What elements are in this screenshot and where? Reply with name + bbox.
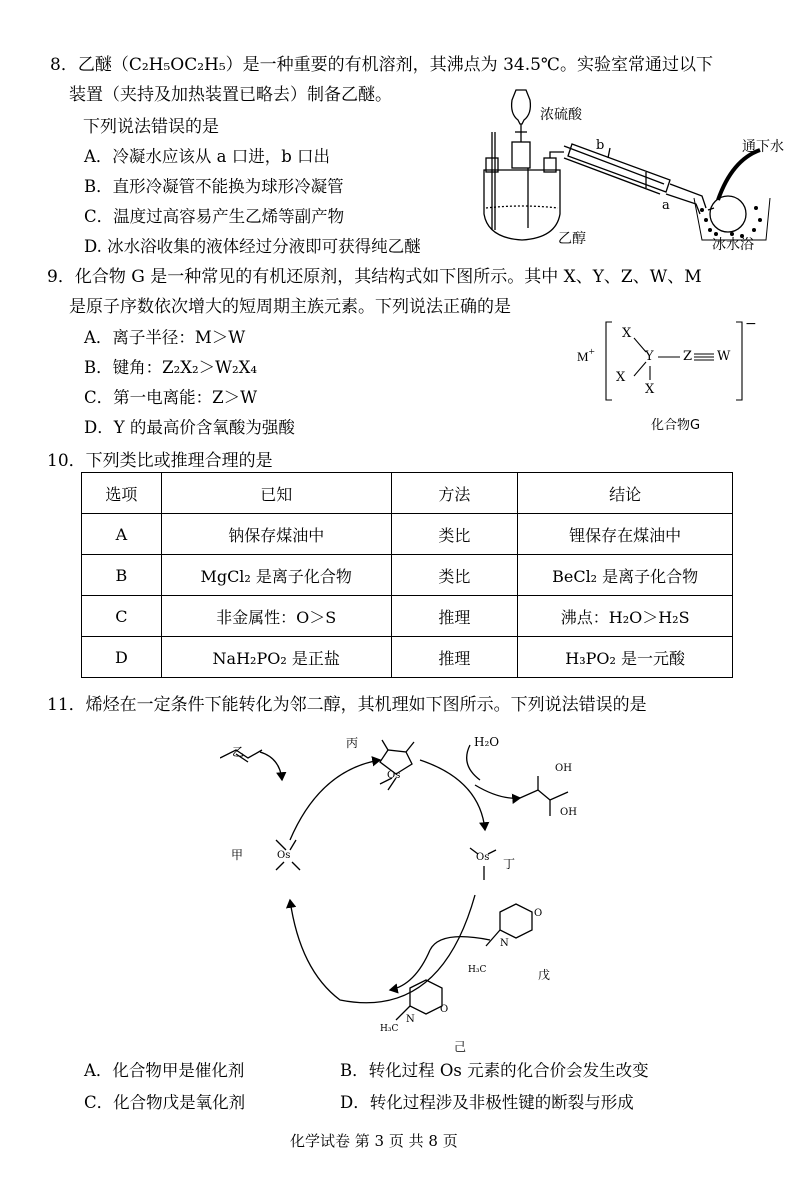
q11-option-c: C．化合物戊是氧化剂 <box>84 1093 246 1112</box>
table-cell: 类比 <box>391 555 518 596</box>
table-cell: B <box>82 555 162 596</box>
q9-option-c: C．第一电离能：Z＞W <box>84 388 258 407</box>
q8-option-d: D. 冰水浴收集的液体经过分液即可获得纯乙醚 <box>84 237 421 256</box>
table-header-cell: 方法 <box>391 473 518 514</box>
q8-stem-line3: 下列说法错误的是 <box>83 117 219 137</box>
q9-atom-w: W <box>717 349 731 364</box>
table-header-row <box>82 473 733 514</box>
q8-stem-line2: 装置（夹持及加热装置已略去）制备乙醚。 <box>69 85 392 105</box>
table-cell: 沸点：H₂O＞H₂S <box>518 596 733 637</box>
q11-label-ji: 己 <box>454 1040 467 1054</box>
q8-label-water-in: 通下水 <box>742 139 784 155</box>
q9-charge-minus: − <box>745 316 757 332</box>
q10-stem: 10．下列类比或推理合理的是 <box>47 451 273 471</box>
table-cell: H₃PO₂ 是一元酸 <box>518 637 733 678</box>
q9-structure-diagram <box>570 316 770 406</box>
table-cell: 钠保存煤油中 <box>161 514 391 555</box>
table-cell: D <box>82 637 162 678</box>
q11-label-h2o: H₂O <box>474 735 500 749</box>
q8-stem-line1: 8．乙醚（C₂H₅OC₂H₅）是一种重要的有机溶剂，其沸点为 34.5℃。实验室常通过以下 <box>50 55 713 75</box>
q9-atom-m: M+ <box>577 346 595 364</box>
table-cell: A <box>82 514 162 555</box>
table-cell: MgCl₂ 是离子化合物 <box>161 555 391 596</box>
table-row <box>82 514 733 555</box>
q11-option-b: B．转化过程 Os 元素的化合价会发生改变 <box>340 1061 649 1080</box>
q9-option-b: B．键角：Z₂X₂＞W₂X₄ <box>84 358 258 377</box>
q11-label-wu: 戊 <box>538 968 551 982</box>
q9-caption: 化合物G <box>651 418 701 433</box>
q11-oh-2: OH <box>560 807 577 818</box>
q8-label-acid: 浓硫酸 <box>540 107 582 123</box>
table-cell: 推理 <box>391 596 518 637</box>
q8-apparatus-diagram <box>470 80 780 260</box>
table-row <box>82 596 733 637</box>
q8-label-ethanol: 乙醇 <box>558 231 586 247</box>
q11-option-a: A．化合物甲是催化剂 <box>84 1061 245 1080</box>
table-cell: 推理 <box>391 637 518 678</box>
q11-label-bing: 丙 <box>346 736 359 750</box>
table-cell: BeCl₂ 是离子化合物 <box>518 555 733 596</box>
q9-atom-x3: X <box>645 382 655 397</box>
q11-os-jia: Os <box>277 850 291 861</box>
q11-n-ji: N <box>406 1014 415 1025</box>
q9-atom-y: Y <box>645 349 654 364</box>
q11-h3c-ji: H₃C <box>380 1024 399 1034</box>
q9-stem-line2: 是原子序数依次增大的短周期主族元素。下列说法正确的是 <box>69 297 511 317</box>
q8-label-a: a <box>662 198 670 213</box>
q11-label-yi: 乙 <box>232 745 245 759</box>
table-cell: C <box>82 596 162 637</box>
table-header-cell: 已知 <box>161 473 391 514</box>
table-row <box>82 637 733 678</box>
table-header-cell: 结论 <box>518 473 733 514</box>
q8-label-b: b <box>596 138 605 153</box>
q8-option-b: B．直形冷凝管不能换为球形冷凝管 <box>84 177 344 196</box>
q11-h3c-wu: H₃C <box>468 965 487 975</box>
q11-option-d: D．转化过程涉及非极性键的断裂与形成 <box>340 1093 634 1112</box>
q9-atom-z: Z <box>683 349 693 364</box>
q8-label-ice-bath: 冰水浴 <box>712 237 754 253</box>
q9-atom-x2: X <box>616 370 626 385</box>
table-cell: 类比 <box>391 514 518 555</box>
q11-label-jia: 甲 <box>231 848 244 862</box>
q11-label-ding: 丁 <box>503 857 516 871</box>
q11-n-wu: N <box>500 938 509 949</box>
q11-os-ding: Os <box>476 852 490 863</box>
table-row <box>82 555 733 596</box>
q11-oh-1: OH <box>555 763 572 774</box>
q8-option-a: A．冷凝水应该从 a 口进，b 口出 <box>84 147 331 166</box>
q11-o-wu: O <box>534 908 543 919</box>
q9-option-d: D．Y 的最高价含氧酸为强酸 <box>84 418 295 437</box>
q11-os-bing: Os <box>387 770 401 781</box>
q8-option-c: C．温度过高容易产生乙烯等副产物 <box>84 207 345 226</box>
table-cell: 非金属性：O＞S <box>161 596 391 637</box>
q11-o-ji: O <box>440 1004 449 1015</box>
table-cell: NaH₂PO₂ 是正盐 <box>161 637 391 678</box>
page-footer: 化学试卷 第 3 页 共 8 页 <box>290 1132 458 1150</box>
q9-option-a: A．离子半径：M＞W <box>84 328 246 347</box>
q9-atom-x1: X <box>622 326 632 341</box>
q10-table <box>81 472 733 678</box>
table-header-cell: 选项 <box>82 473 162 514</box>
q9-stem-line1: 9．化合物 G 是一种常见的有机还原剂，其结构式如下图所示。其中 X、Y、Z、W、M <box>47 267 702 287</box>
table-cell: 锂保存在煤油中 <box>518 514 733 555</box>
q11-stem: 11．烯烃在一定条件下能转化为邻二醇，其机理如下图所示。下列说法错误的是 <box>47 695 647 715</box>
